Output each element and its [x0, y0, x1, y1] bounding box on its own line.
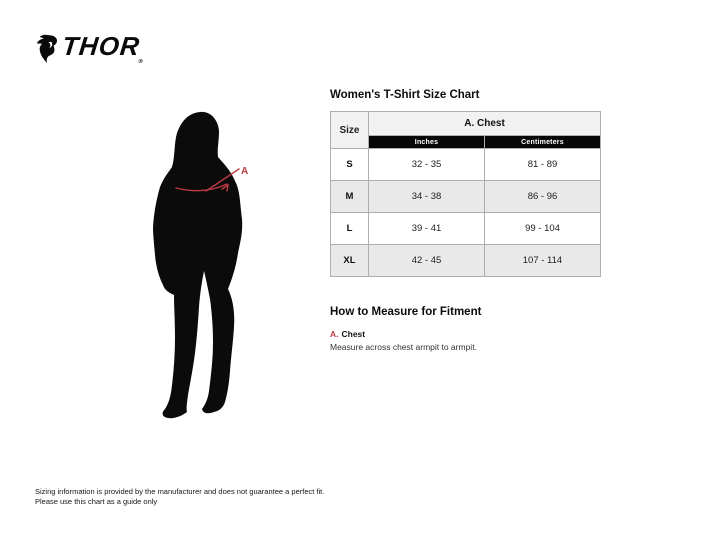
- measure-item-chest: [330, 329, 602, 339]
- size-chart-table: [330, 111, 601, 277]
- column-header-size: Size: [331, 112, 369, 149]
- centimeters-value: 81 - 89: [485, 149, 601, 181]
- measure-guide-section: [330, 306, 602, 352]
- inches-value: 32 - 35: [369, 149, 485, 181]
- female-silhouette-graphic: [130, 85, 310, 445]
- measure-item-key: A.: [330, 329, 339, 339]
- brand-logo: [36, 33, 144, 65]
- disclaimer-line-1: Sizing information is provided by the manufacturer and does not guarantee a perfect fit.: [35, 487, 325, 496]
- thor-helmet-icon: [36, 34, 60, 64]
- table-row-size-m: [331, 181, 601, 213]
- size-label: M: [331, 181, 369, 213]
- size-chart-title: Women's T-Shirt Size Chart: [330, 89, 480, 101]
- size-label: XL: [331, 245, 369, 277]
- centimeters-value: 107 - 114: [485, 245, 601, 277]
- measure-item-label: Chest: [341, 329, 366, 339]
- size-chart-panel: [330, 89, 602, 352]
- annotation-label: A: [241, 166, 249, 177]
- registered-trademark: ®: [137, 59, 144, 65]
- female-silhouette-shape: [153, 112, 242, 418]
- inches-value: 34 - 38: [369, 181, 485, 213]
- measurement-figure: [130, 85, 310, 445]
- inches-value: 39 - 41: [369, 213, 485, 245]
- brand-wordmark: $THOR_®$: [60, 31, 144, 65]
- inches-value: 42 - 45: [369, 245, 485, 277]
- measure-guide-title: How to Measure for Fitment: [330, 306, 482, 318]
- table-row-size-xl: [331, 245, 601, 277]
- column-header-inches: Inches: [369, 136, 485, 149]
- sizing-disclaimer: [35, 487, 324, 507]
- table-row-size-s: [331, 149, 601, 181]
- column-header-chest: A. Chest: [369, 112, 601, 136]
- centimeters-value: 99 - 104: [485, 213, 601, 245]
- measure-item-description: Measure across chest armpit to armpit.: [330, 342, 477, 352]
- column-header-centimeters: Centimeters: [485, 136, 601, 149]
- table-row-size-l: [331, 213, 601, 245]
- disclaimer-line-2: Please use this chart as a guide only: [35, 496, 158, 506]
- centimeters-value: 86 - 96: [485, 181, 601, 213]
- size-label: L: [331, 213, 369, 245]
- size-label: S: [331, 149, 369, 181]
